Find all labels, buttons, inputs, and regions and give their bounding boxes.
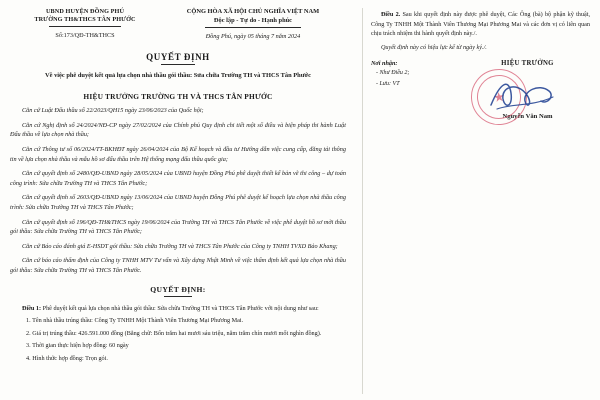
preamble-item: Căn cứ quyết định số 2480/QĐ-UBND ngày 28/05/2024 của UBND huyện Đồng Phú phê duyệt thiết kế bản vẽ thi công – dự toán công trình: Sửa chữa Trường TH và THCS Tân Phước; [10, 170, 346, 187]
national-motto: Độc lập - Tự do - Hạnh phúc [213, 16, 293, 24]
article-1-item: 1. Tên nhà thầu trúng thầu: Công Ty TNHH Một Thành Viên Thương Mại Phương Mai. [26, 317, 244, 325]
recipient-item: - Lưu: VT [375, 81, 400, 88]
article-1-label: Điều 1: [22, 304, 42, 312]
decide-divider [164, 296, 192, 297]
decide-label-text: QUYẾT ĐỊNH: [150, 284, 206, 294]
issuer-line-2: TRƯỜNG TH&THCS TÂN PHƯỚC [34, 16, 136, 24]
header-issuer-block [10, 8, 160, 39]
preamble-item: Căn cứ Luật Đấu thầu số 22/2023/QH15 ngày 23/06/2023 của Quốc hội; [22, 107, 204, 115]
signature-block [465, 60, 590, 120]
national-title: CỘNG HÒA XÃ HỘI CHỦ NGHĨA VIỆT NAM [186, 8, 320, 15]
document-header [10, 8, 346, 40]
article-2-effect: Quyết định này có hiệu lực kể từ ngày ký./. [380, 43, 487, 51]
national-divider [205, 27, 301, 28]
place-date: Đồng Phú, ngày 05 tháng 7 năm 2024 [205, 32, 301, 40]
signer-title: HIỆU TRƯỞNG [501, 60, 554, 68]
article-1 [10, 304, 346, 314]
issuer-line-1: UBND HUYỆN ĐỒNG PHÚ [45, 8, 125, 15]
signature-graphics [465, 67, 590, 113]
article-1-item: 4. Hình thức hợp đồng: Trọn gói. [26, 355, 108, 363]
document-subtitle: Về việc phê duyệt kết quả lựa chọn nhà thầu gói thầu: Sửa chữa Trường TH và THCS Tân Phước [45, 71, 311, 79]
document-column-right [362, 8, 590, 394]
preamble-item: Căn cứ Nghị định số 24/2024/NĐ-CP ngày 27/02/2024 của Chính phủ Quy định chi tiết một số điều và biện pháp thi hành Luật Đấu thầu về lựa chọn nhà thầu; [10, 121, 346, 139]
page-title: QUYẾT ĐỊNH [146, 51, 210, 62]
issuing-authority: HIỆU TRƯỞNG TRƯỜNG TH VÀ THCS TÂN PHƯỚC [83, 92, 273, 102]
preamble-item: Căn cứ quyết định số 196/QĐ-TH&THCS ngày 19/06/2024 của Trường TH và THCS Tân Phước về việc phê duyệt hồ sơ mời thầu gói thầu: Sửa chữa Trường TH và THCS Tân Phước; [10, 218, 346, 236]
document-number: Số:173/QĐ-TH&THCS [55, 32, 115, 40]
article-1-item: 2. Giá trị trúng thầu: 426.591.000 đồng (Bằng chữ: Bốn trăm hai mươi sáu triệu, năm trăm chín mươi mốt nghìn đồng). [26, 329, 322, 337]
preamble-item: Căn cứ Thông tư số 06/2024/TT-BKHĐT ngày 26/04/2024 của Bộ Kế hoạch và đầu tư Hướng dẫn việc cung cấp, đăng tải thông tin về lựa chọn nhà thầu và mẫu hồ sơ đấu thầu trên Hệ thống mạng đấu thầu quốc gia; [10, 145, 346, 163]
header-national-block [160, 8, 346, 40]
star-icon: ★ [492, 88, 506, 106]
recipients-title: Nơi nhận: [370, 60, 398, 68]
recipient-item: - Như Điều 2; [375, 70, 410, 77]
article-2 [371, 10, 590, 39]
signer-name: Nguyễn Văn Nam [502, 113, 553, 121]
preamble-item: Căn cứ báo cáo thẩm định của Công ty TNHH MTV Tư vấn và Xây dựng Nhật Minh về việc thẩm định kết quả lựa chọn nhà thầu gói thầu: Sửa chữa Trường TH và THCS Tân Phước. [10, 257, 346, 274]
article-2-text: Sau khi quyết định này được phê duyệt, Các Ông (bà) bộ phận kỹ thuật, Công Ty TNHH Một Thành Viên Thương Mại Phương Mai và các đơn vị có liên quan chịu trách nhiệm thi hành quyết định này./. [370, 11, 591, 38]
preamble-item: Căn cứ Báo cáo đánh giá E-HSDT gói thầu: Sửa chữa Trường TH và THCS Tân Phước của Công ty TNHH TVXD Bảo Khang; [22, 242, 338, 250]
decide-label [10, 285, 346, 297]
article-1-item: 3. Thời gian thực hiện hợp đồng: 60 ngày [26, 342, 129, 350]
document-column-left [10, 8, 352, 394]
preamble-item: Căn cứ quyết định số 2603/QĐ-UBND ngày 13/06/2024 của UBND huyện Đồng Phú phê duyệt kế hoạch lựa chọn nhà thầu công trình: Sửa chữa Trường TH và THCS Tân Phước; [10, 194, 346, 211]
handwritten-signature-icon [487, 75, 557, 113]
recipients-block [371, 60, 465, 120]
article-1-text: Phê duyệt kết quả lựa chọn nhà thầu gói thầu: Sửa chữa Trường TH và THCS Tân Phước với nội dung như sau: [42, 304, 319, 312]
title-divider [161, 64, 195, 65]
signature-area [371, 60, 590, 120]
issuer-divider [49, 26, 121, 27]
article-2-label: Điều 2. [380, 11, 401, 18]
